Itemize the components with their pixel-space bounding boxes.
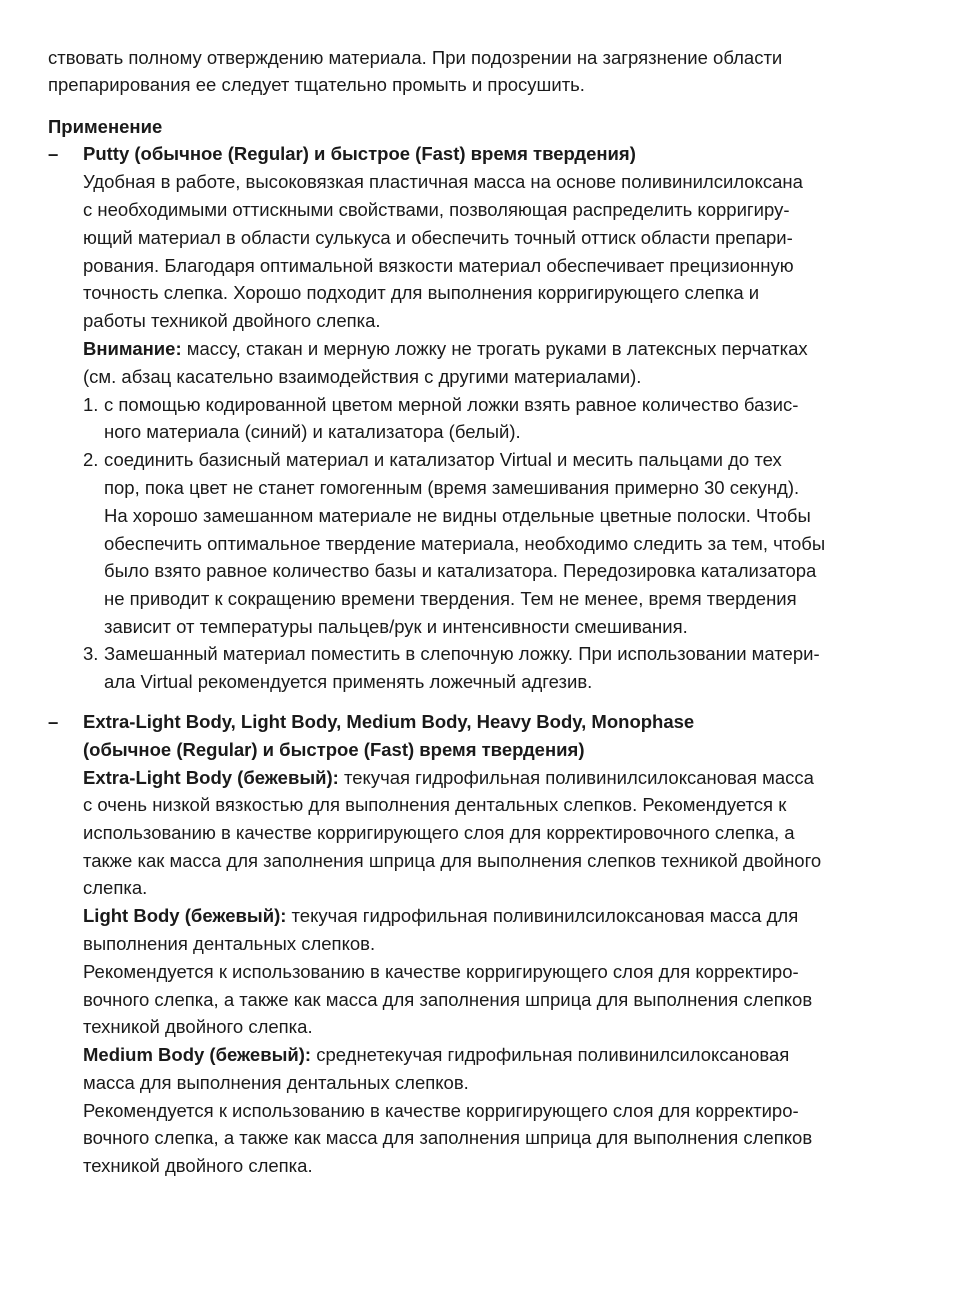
light-body-line: техникой двойного слепка. (83, 1016, 313, 1037)
list-dash: – (48, 143, 59, 164)
extra-light-line: с очень низкой вязкостью для выполнения дентальных слепков. Рекомендуется к (83, 794, 787, 815)
extra-light-line: использованию в качестве корригирующего слоя для корректировочного слепка, а (83, 822, 795, 843)
extra-light-text: текучая гидрофильная поливинилсилоксановая масса (338, 767, 814, 788)
medium-body-line (83, 1041, 789, 1069)
putty-desc-line: рования. Благодаря оптимальной вязкости материал обеспечивает прецизионную (83, 255, 794, 276)
extra-light-label: Extra-Light Body (бежевый): (83, 767, 339, 788)
light-body-line (83, 902, 798, 930)
attention-label: Внимание: (83, 338, 182, 359)
putty-desc-line: точность слепка. Хорошо подходит для выполнения корригирующего слепка и (83, 282, 760, 303)
step-line: было взято равное количество базы и катализатора. Передозировка катализатора (104, 560, 817, 581)
medium-body-line: Рекомендуется к использованию в качестве корригирующего слоя для корректиро- (83, 1100, 799, 1121)
step-number: 1. (83, 394, 99, 415)
step-line: пор, пока цвет не станет гомогенным (время замешивания примерно 30 секунд). (104, 477, 800, 498)
medium-body-line: вочного слепка, а также как масса для заполнения шприца для выполнения слепков (83, 1127, 813, 1148)
medium-body-text: среднетекучая гидрофильная поливинилсилоксановая (311, 1044, 790, 1065)
putty-desc-line: ющий материал в области сулькуса и обеспечить точный оттиск области препари- (83, 227, 793, 248)
step-line: зависит от температуры пальцев/рук и интенсивности смешивания. (104, 616, 688, 637)
light-body-label: Light Body (бежевый): (83, 905, 287, 926)
light-body-line: вочного слепка, а также как масса для заполнения шприца для выполнения слепков (83, 989, 813, 1010)
step-number: 3. (83, 643, 99, 664)
light-body-line: Рекомендуется к использованию в качестве корригирующего слоя для корректиро- (83, 961, 799, 982)
medium-body-line: техникой двойного слепка. (83, 1155, 313, 1176)
attention-text: массу, стакан и мерную ложку не трогать руками в латексных перчатках (181, 338, 808, 359)
section-heading: Применение (48, 116, 163, 137)
light-body-line: выполнения дентальных слепков. (83, 933, 376, 954)
putty-desc-line: Удобная в работе, высоковязкая пластичная масса на основе поливинилсилоксана (83, 171, 803, 192)
bodies-title-line: (обычное (Regular) и быстрое (Fast) время твердения) (83, 739, 585, 760)
medium-body-line: масса для выполнения дентальных слепков. (83, 1072, 469, 1093)
step-line: ного материала (синий) и катализатора (белый). (104, 421, 521, 442)
attention-line: (см. абзац касательно взаимодействия с другими материалами). (83, 366, 642, 387)
extra-light-line (83, 764, 814, 792)
step-number: 2. (83, 449, 99, 470)
medium-body-label: Medium Body (бежевый): (83, 1044, 312, 1065)
intro-line: препарирования ее следует тщательно промыть и просушить. (48, 74, 585, 95)
step-line: На хорошо замешанном материале не видны отдельные цветные полоски. Чтобы (104, 505, 811, 526)
putty-desc-line: работы техникой двойного слепка. (83, 310, 381, 331)
step-line: обеспечить оптимальное твердение материала, необходимо следить за тем, чтобы (104, 533, 826, 554)
step-line: Замешанный материал поместить в слепочную ложку. При использовании матери- (104, 643, 820, 664)
extra-light-line: также как масса для заполнения шприца для выполнения слепков техникой двойного (83, 850, 822, 871)
step-line: с помощью кодированной цветом мерной ложки взять равное количество базис- (104, 394, 799, 415)
light-body-text: текучая гидрофильная поливинилсилоксановая масса для (286, 905, 799, 926)
putty-title: Putty (обычное (Regular) и быстрое (Fast) время твердения) (83, 143, 636, 164)
step-line: ала Virtual рекомендуется применять ложечный адгезив. (104, 671, 593, 692)
intro-line: ствовать полному отверждению материала. При подозрении на загрязнение области (48, 47, 783, 68)
bodies-title-line: Extra-Light Body, Light Body, Medium Body, Heavy Body, Monophase (83, 711, 695, 732)
step-line: соединить базисный материал и катализатор Virtual и месить пальцами до тех (104, 449, 782, 470)
step-line: не приводит к сокращению времени твердения. Тем не менее, время твердения (104, 588, 797, 609)
attention-line (83, 335, 808, 363)
list-dash: – (48, 711, 59, 732)
extra-light-line: слепка. (83, 877, 148, 898)
putty-desc-line: с необходимыми оттискными свойствами, позволяющая распределить корригиру- (83, 199, 790, 220)
